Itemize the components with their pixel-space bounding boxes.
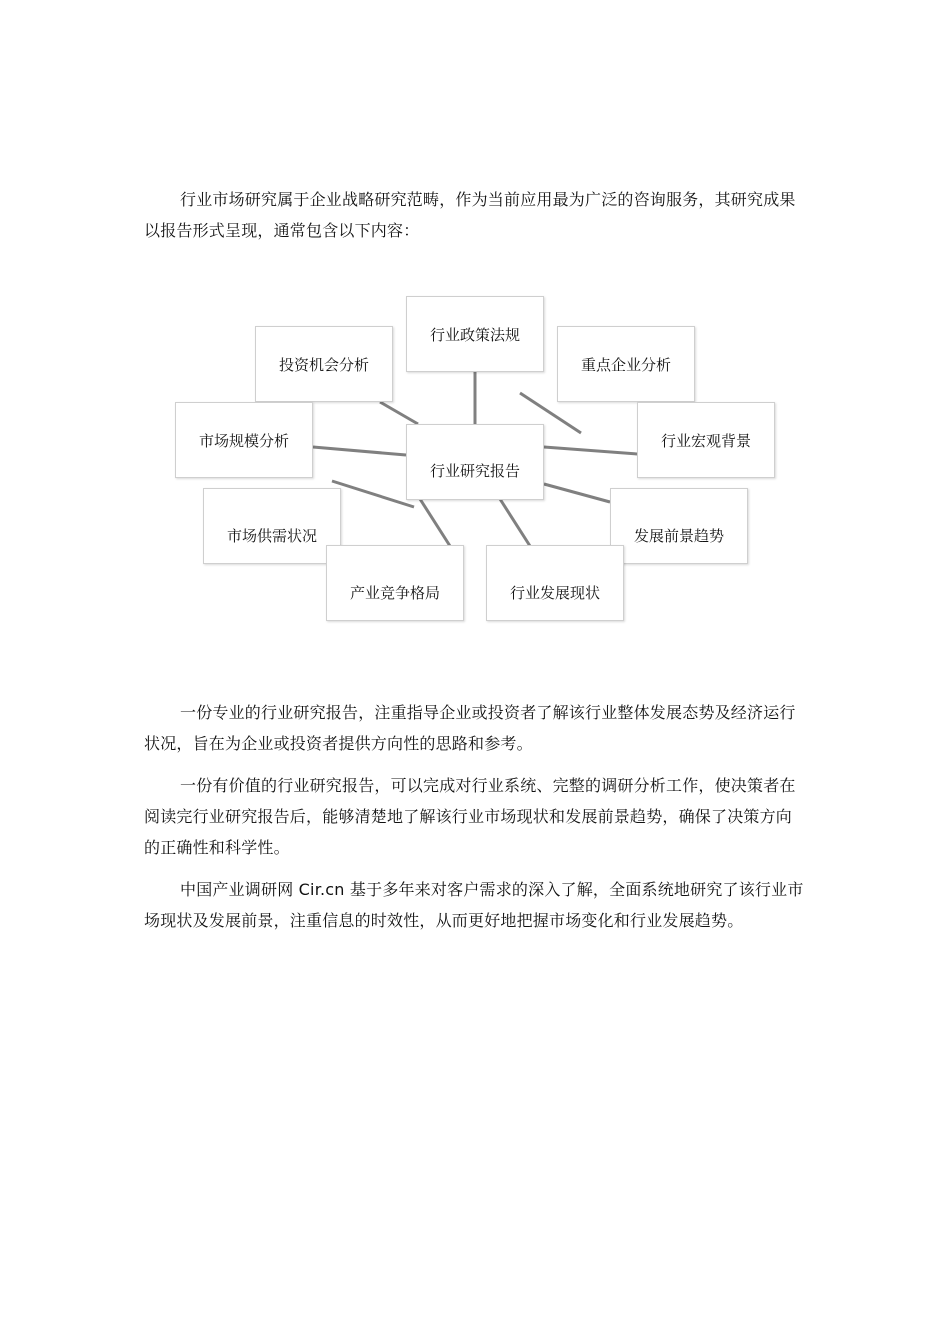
- node-key-enterprise: 重点企业分析: [557, 326, 695, 402]
- node-policy: 行业政策法规: [406, 296, 544, 372]
- node-investment: 投资机会分析: [255, 326, 393, 402]
- node-center: 行业研究报告: [406, 424, 544, 500]
- connector-supply-demand: [332, 481, 414, 507]
- connector-macro: [544, 447, 637, 454]
- node-macro: 行业宏观背景: [637, 402, 775, 478]
- intro-paragraph: 行业市场研究属于企业战略研究范畴，作为当前应用最为广泛的咨询服务，其研究成果以报告形式呈现，通常包含以下内容：: [144, 190, 796, 240]
- node-outlook: 发展前景趋势: [610, 488, 748, 564]
- paragraph-2: 一份有价值的行业研究报告，可以完成对行业系统、完整的调研分析工作，使决策者在阅读完行业研究报告后，能够清楚地了解该行业市场现状和发展前景趋势，确保了决策方向的正确性和科学性。: [144, 776, 796, 857]
- paragraph-3: 中国产业调研网 Cir.cn 基于多年来对客户需求的深入了解，全面系统地研究了该行业市场现状及发展前景，注重信息的时效性，从而更好地把握市场变化和行业发展趋势。: [144, 880, 804, 930]
- paragraph-1: 一份专业的行业研究报告，注重指导企业或投资者了解该行业整体发展态势及经济运行状况，旨在为企业或投资者提供方向性的思路和参考。: [144, 703, 796, 753]
- node-competition: 产业竞争格局: [326, 545, 464, 621]
- connector-outlook: [544, 484, 610, 502]
- node-market-size: 市场规模分析: [175, 402, 313, 478]
- connector-competition: [420, 499, 450, 546]
- connector-market-size: [313, 447, 406, 455]
- connector-status: [500, 499, 530, 546]
- connector-investment: [380, 402, 418, 424]
- node-supply-demand: 市场供需状况: [203, 488, 341, 564]
- node-status: 行业发展现状: [486, 545, 624, 621]
